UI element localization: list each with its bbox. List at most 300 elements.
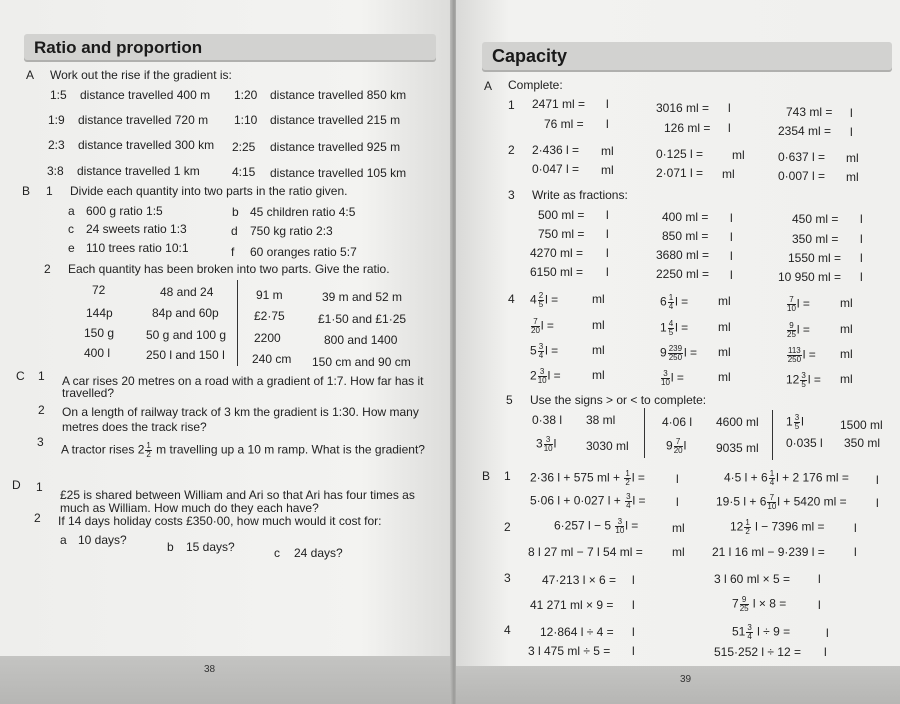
cap-a4-fraction: [668, 345, 683, 362]
cap-b1b: [724, 470, 849, 487]
cap-b4b-den: 4: [747, 632, 752, 641]
section-d-label: D: [12, 478, 21, 492]
cap-b3d-pre: 7: [732, 596, 739, 611]
cap-a3-r3c3: 1550 ml =: [788, 251, 842, 265]
cap-a4-denominator: 25: [787, 330, 796, 339]
cap-a5-r2c2-den: 20: [673, 446, 683, 455]
cap-a5-r1c1: 0·38 l: [532, 413, 563, 427]
b-part-b-letter: b: [232, 205, 239, 219]
cap-b1a-unit: l: [676, 472, 679, 486]
cap-a5-r1c3-whole: 1: [786, 414, 793, 429]
cap-a2-r1c2-unit: ml: [732, 148, 745, 162]
cap-a4-rest: l =: [547, 368, 561, 383]
cap-a1-r1c1: 2471 ml =: [532, 97, 586, 111]
cap-a1-r1c2: 3016 ml =: [656, 101, 710, 115]
cap-b4d-unit: l: [824, 645, 827, 659]
cap-a4-item: [530, 368, 561, 385]
cap-a4-numerator: 239: [668, 344, 683, 353]
cap-b3a: 47·213 l × 6 =: [542, 573, 617, 587]
b-q1-text: Divide each quantity into two parts in the ratio given.: [70, 184, 348, 198]
cap-b3a-unit: l: [632, 573, 635, 587]
cap-a5-r1c3b: 1500 ml: [840, 418, 883, 432]
cap-a4-unit: ml: [718, 320, 731, 334]
b-table-l-3a: 150 g: [84, 326, 115, 340]
cap-a2-number: 2: [508, 143, 515, 157]
b-table-r-2b: £1·50 and £1·25: [318, 312, 407, 326]
cap-a4-numerator: 3: [661, 370, 670, 379]
cap-b1c-num: 3: [626, 492, 631, 501]
cap-b1b-unit: l: [876, 473, 879, 487]
a-text-8: distance travelled 105 km: [270, 166, 407, 180]
section-c-label: C: [16, 369, 25, 383]
a-ratio-2: 1:20: [234, 88, 258, 102]
cap-b1a-den: 2: [625, 478, 630, 487]
cap-a5-r2c1-fraction: [544, 436, 553, 453]
b-part-c-letter: c: [68, 222, 74, 236]
b-table-r-3b: 800 and 1400: [324, 333, 398, 347]
cap-a1-r1c3: 743 ml =: [786, 105, 833, 119]
cap-b2c-unit: ml: [672, 545, 685, 559]
cap-a4-unit: ml: [592, 318, 605, 332]
cap-a4-item: [660, 345, 697, 362]
cap-a3-r2c2: 850 ml =: [662, 229, 709, 243]
b-q2-number: 2: [44, 262, 51, 276]
cap-a5-r2c2-unit: l: [683, 438, 687, 453]
cap-b3d-den: 25: [739, 604, 749, 613]
cap-a3-r2c3-unit: l: [860, 232, 863, 246]
a-text-6: distance travelled 925 m: [270, 140, 401, 154]
a-text-5: distance travelled 300 km: [78, 138, 215, 152]
cap-a3-r1c1-unit: l: [606, 208, 609, 222]
cap-a1-r2c3: 2354 ml =: [778, 124, 832, 138]
cap-a4-whole: 2: [530, 368, 537, 383]
cap-a4-fraction: [668, 320, 674, 337]
cap-a5-r2c3b: 350 ml: [844, 436, 881, 450]
cap-a4-number: 4: [508, 292, 515, 306]
cap-a3-r3c3-unit: l: [860, 251, 863, 265]
cap-a3-r2c1-unit: l: [606, 227, 609, 241]
cap-a4-denominator: 5: [801, 380, 806, 389]
cap-b1d-den: 10: [767, 502, 777, 511]
b-part-f-text: 60 oranges ratio 5:7: [250, 245, 357, 259]
cap-a4-rest: l =: [670, 370, 684, 385]
b-table-divider: [237, 280, 238, 366]
cap-b4b-fraction: [746, 624, 752, 641]
cap-a4-rest: l =: [545, 343, 559, 358]
cap-a4-unit: ml: [718, 345, 731, 359]
cap-a4-fraction: [668, 294, 674, 311]
cap-b2a: [554, 518, 638, 535]
cap-a4-whole: 6: [660, 294, 667, 309]
right-title-bar: [482, 42, 892, 70]
cap-b2a-unit: ml: [672, 521, 685, 535]
cap-a5-r1c1b: 38 ml: [586, 413, 616, 427]
cap-a3-r4c3-unit: l: [860, 270, 863, 284]
cap-a3-r1c2-unit: l: [730, 211, 733, 225]
a-ratio-1: 1:5: [50, 88, 67, 102]
cap-a4-item: [530, 292, 558, 309]
cap-a4-rest: l =: [540, 318, 554, 333]
cap-b2a-post: l =: [625, 518, 639, 533]
cap-a4-unit: ml: [592, 343, 605, 357]
cap-a4-item: [786, 347, 816, 364]
cap-b1d-fraction: [767, 494, 776, 511]
cap-a5-r2c1-unit: l: [553, 436, 557, 451]
b-table-r-3a: 2200: [254, 331, 281, 345]
section-b-label: B: [22, 184, 31, 198]
cap-a5-r2c1: [536, 436, 556, 453]
cap-a4-item: [530, 343, 558, 360]
cap-a4-item: [786, 322, 810, 339]
a-text-4: distance travelled 215 m: [270, 113, 401, 127]
cap-a4-denominator: 5: [668, 328, 674, 337]
b-table-r-1b: 39 m and 52 m: [322, 290, 403, 304]
b-table-l-2a: 144p: [86, 306, 113, 320]
cap-b3-number: 3: [504, 571, 511, 585]
cap-a3-r3c1-unit: l: [606, 246, 609, 260]
a-text-3: distance travelled 720 m: [78, 113, 209, 127]
cap-a4-numerator: 113: [788, 346, 801, 355]
cap-a4-fraction: [538, 368, 547, 385]
cap-b3c: 41 271 ml × 9 =: [530, 598, 614, 612]
c-q3-number: 3: [37, 435, 44, 449]
cap-a4-denominator: 250: [787, 355, 802, 364]
cap-a3-number: 3: [508, 188, 515, 202]
cap-a5-divider-1: [644, 408, 645, 458]
cap-b1b-den: 4: [769, 478, 775, 487]
a-ratio-5: 2:3: [48, 138, 65, 152]
cap-a4-item: [660, 294, 688, 311]
c-q3-post: m travelling up a 10 m ramp. What is the gradient?: [152, 442, 425, 457]
cap-b4a: 12·864 l ÷ 4 =: [540, 625, 614, 639]
cap-a1-r1c2-unit: l: [728, 101, 731, 115]
cap-a5-divider-2: [772, 410, 773, 460]
cap-a1-r2c3-unit: l: [850, 125, 853, 139]
cap-b2d: 21 l 16 ml − 9·239 l =: [712, 545, 825, 559]
d-q1-number: 1: [36, 480, 43, 494]
cap-b4c: 3 l 475 ml ÷ 5 =: [528, 644, 611, 658]
cap-b1d-pre: 19·5 l + 6: [716, 494, 767, 509]
cap-b1a: [530, 470, 645, 487]
cap-a3-r4c1: 6150 ml =: [530, 265, 584, 279]
d-q2-text: If 14 days holiday costs £350·00, how much would it cost for:: [58, 514, 382, 528]
cap-a3-r2c1: 750 ml =: [538, 227, 585, 241]
cap-a3-r2c3: 350 ml =: [792, 232, 839, 246]
cap-a2-r1c3-unit: ml: [846, 151, 859, 165]
cap-a-instruction: Complete:: [508, 78, 563, 92]
cap-a4-whole: 4: [530, 292, 537, 307]
c-q3-frac-num: 1: [146, 441, 151, 450]
section-a-instruction: Work out the rise if the gradient is:: [50, 68, 232, 82]
cap-b3d-num: 9: [740, 596, 749, 605]
cap-a4-fraction: [787, 296, 796, 313]
cap-b1d-num: 7: [767, 494, 776, 503]
cap-a1-r2c1-unit: l: [606, 117, 609, 131]
cap-b1c-den: 4: [626, 501, 631, 510]
b-table-l-1a: 72: [92, 283, 106, 297]
cap-b1a-pre: 2·36 l + 575 ml +: [530, 470, 624, 485]
cap-a5-r1c3-den: 5: [794, 422, 800, 431]
cap-section-b-label: B: [482, 469, 491, 483]
cap-b2a-den: 10: [615, 526, 625, 535]
cap-a4-numerator: 9: [787, 322, 796, 331]
b-q2-text: Each quantity has been broken into two parts. Give the ratio.: [68, 262, 390, 276]
cap-a4-item: [786, 296, 810, 313]
cap-b4c-unit: l: [632, 644, 635, 658]
cap-a4-rest: l =: [796, 296, 810, 311]
cap-b1b-num: 1: [769, 469, 775, 478]
cap-a5-r2c3: 0·035 l: [786, 436, 823, 450]
cap-a2-r2c2: 2·071 l =: [656, 166, 704, 180]
cap-a4-numerator: 3: [538, 368, 547, 377]
cap-a4-whole: 9: [660, 345, 667, 360]
cap-a2-r2c2-unit: ml: [722, 167, 735, 181]
cap-a5-number: 5: [506, 393, 513, 407]
cap-a1-r1c3-unit: l: [850, 106, 853, 120]
cap-a4-rest: l =: [545, 292, 559, 307]
cap-b4-number: 4: [504, 623, 511, 637]
cap-a3-r4c2-unit: l: [730, 268, 733, 282]
cap-a5-r2c2b: 9035 ml: [716, 441, 759, 455]
cap-a5-instruction: Use the signs > or < to complete:: [530, 393, 707, 407]
cap-b2b-pre: 12: [730, 519, 744, 534]
cap-a5-r1c2b: 4600 ml: [716, 415, 759, 429]
cap-a4-fraction: [800, 372, 806, 389]
cap-a4-item: [530, 318, 554, 335]
cap-a4-rest: l =: [675, 320, 689, 335]
d-q1-line2: much as William. How much do they each have?: [60, 501, 319, 515]
cap-b2b-den: 2: [745, 527, 750, 536]
a-text-7: distance travelled 1 km: [77, 164, 200, 178]
b-part-a-letter: a: [68, 204, 75, 218]
cap-a4-numerator: 1: [668, 293, 674, 302]
cap-a4-rest: l =: [807, 372, 821, 387]
cap-a4-denominator: 4: [668, 302, 674, 311]
cap-a2-r2c1-unit: ml: [601, 163, 614, 177]
cap-a4-numerator: 7: [531, 318, 540, 327]
cap-b1b-post: l + 2 176 ml =: [776, 470, 849, 485]
cap-a4-numerator: 4: [668, 319, 674, 328]
b-part-f-letter: f: [231, 245, 235, 259]
b-part-d-text: 750 kg ratio 2:3: [250, 224, 333, 238]
cap-a1-r2c1: 76 ml =: [544, 117, 584, 131]
cap-a1-r2c2: 126 ml =: [664, 121, 711, 135]
cap-a4-unit: ml: [592, 368, 605, 382]
cap-a5-r1c3-num: 3: [794, 413, 800, 422]
c-q2-line1: On a length of railway track of 3 km the gradient is 1:30. How many: [62, 405, 419, 419]
cap-a3-r1c2: 400 ml =: [662, 210, 709, 224]
right-page: [456, 0, 900, 704]
cap-b1d: [716, 494, 847, 511]
cap-b1c-pre: 5·06 l + 0·027 l +: [530, 493, 625, 508]
cap-b2-number: 2: [504, 520, 511, 534]
b-part-e-letter: e: [68, 241, 75, 255]
c-q3-pre: A tractor rises 2: [61, 442, 145, 457]
cap-a4-rest: l =: [675, 294, 689, 309]
d-part-c-text: 24 days?: [294, 546, 343, 560]
a-text-1: distance travelled 400 m: [80, 88, 211, 102]
cap-a4-rest: l =: [684, 345, 698, 360]
b-table-r-2a: £2·75: [254, 309, 285, 323]
left-page-number: 38: [204, 664, 216, 675]
b-table-r-1a: 91 m: [256, 288, 283, 302]
left-footer-band: [0, 656, 452, 704]
right-footer-band: [456, 666, 900, 704]
cap-a4-item: [786, 372, 821, 389]
c-q2-line2: metres does the track rise?: [62, 420, 207, 434]
cap-b2c: 8 l 27 ml − 7 l 54 ml =: [528, 545, 643, 559]
cap-a3-r3c2-unit: l: [730, 249, 733, 263]
cap-b1a-num: 1: [625, 469, 630, 478]
cap-a4-fraction: [787, 347, 802, 364]
cap-b1c-fraction: [625, 493, 631, 510]
cap-a4-numerator: 7: [787, 296, 796, 305]
cap-b4b-post: l ÷ 9 =: [753, 624, 791, 639]
cap-b4b-num: 3: [747, 623, 752, 632]
cap-a4-unit: ml: [718, 294, 731, 308]
a-ratio-3: 1:9: [48, 113, 65, 127]
cap-a4-numerator: 3: [538, 342, 544, 351]
b-table-r-4b: 150 cm and 90 cm: [312, 355, 411, 369]
c-q2-number: 2: [38, 403, 45, 417]
b-part-c-text: 24 sweets ratio 1:3: [86, 222, 187, 236]
cap-a4-unit: ml: [840, 296, 853, 310]
cap-b4b-pre: 51: [732, 624, 746, 639]
cap-section-a-label: A: [484, 79, 493, 93]
cap-a4-numerator: 2: [538, 291, 544, 300]
cap-a4-fraction: [661, 370, 670, 387]
cap-b3d-post: l × 8 =: [749, 596, 787, 611]
c-q3-text: [61, 442, 425, 459]
cap-b3c-unit: l: [632, 598, 635, 612]
cap-b2b: [730, 519, 825, 536]
cap-b2b-unit: l: [854, 521, 857, 535]
cap-b1d-unit: l: [876, 496, 879, 510]
b-part-a-text: 600 g ratio 1:5: [86, 204, 163, 218]
cap-a4-unit: ml: [718, 370, 731, 384]
cap-a4-unit: ml: [592, 292, 605, 306]
a-ratio-8: 4:15: [232, 165, 256, 179]
cap-a4-denominator: 4: [538, 351, 544, 360]
cap-a4-rest: l =: [796, 322, 810, 337]
cap-a2-r1c1-unit: ml: [601, 144, 614, 158]
cap-b3d-fraction: [740, 596, 749, 613]
a-ratio-7: 3:8: [47, 164, 64, 178]
cap-b1c-unit: l: [676, 495, 679, 509]
cap-a3-r2c2-unit: l: [730, 230, 733, 244]
right-page-number: 39: [680, 674, 692, 685]
cap-a4-fraction: [538, 343, 544, 360]
cap-a4-whole: 1: [660, 320, 667, 335]
b-part-e-text: 110 trees ratio 10:1: [86, 241, 189, 255]
cap-a4-fraction: [787, 322, 796, 339]
cap-a5-r2c1-whole: 3: [536, 436, 543, 451]
cap-a4-whole: 5: [530, 343, 537, 358]
cap-a4-item: [660, 370, 684, 387]
cap-a4-fraction: [531, 318, 540, 335]
cap-a4-unit: ml: [840, 372, 853, 386]
cap-b1d-post: l + 5420 ml =: [777, 494, 847, 509]
cap-b3b: 3 l 60 ml × 5 =: [714, 572, 791, 586]
cap-a2-r1c1: 2·436 l =: [532, 143, 580, 157]
cap-a4-denominator: 10: [537, 376, 547, 385]
cap-a5-r2c1-num: 3: [544, 436, 553, 445]
d-part-b-text: 15 days?: [186, 540, 235, 554]
cap-b1b-pre: 4·5 l + 6: [724, 470, 768, 485]
b-table-l-4a: 400 l: [84, 346, 111, 360]
b-table-l-3b: 50 g and 100 g: [146, 328, 227, 342]
cap-b1-number: 1: [504, 469, 511, 483]
cap-b1a-fraction: [624, 470, 630, 487]
d-part-b-letter: b: [167, 540, 174, 554]
cap-a4-denominator: 5: [538, 300, 544, 309]
cap-a1-r1c1-unit: l: [606, 97, 609, 111]
cap-a4-whole: 12: [786, 372, 800, 387]
c-q3-frac-den: 2: [146, 450, 151, 459]
d-part-c-letter: c: [274, 546, 280, 560]
cap-a5-r1c3: [786, 414, 804, 431]
cap-a2-r2c3: 0·007 l =: [778, 169, 826, 183]
cap-a3-r3c2: 3680 ml =: [656, 248, 710, 262]
cap-a3-r4c1-unit: l: [606, 265, 609, 279]
right-page-title: Capacity: [492, 46, 568, 66]
cap-a5-r2c2-whole: 9: [666, 438, 673, 453]
cap-a4-rest: l =: [802, 347, 816, 362]
cap-b1b-fraction: [769, 470, 775, 487]
cap-a4-fraction: [538, 292, 544, 309]
cap-a4-denominator: 250: [668, 353, 683, 362]
cap-b4b-unit: l: [826, 626, 829, 640]
left-title-bar: [24, 34, 436, 60]
b-part-d-letter: d: [231, 224, 238, 238]
cap-b2a-fraction: [615, 518, 624, 535]
cap-b1c: [530, 493, 646, 510]
cap-b3d-unit: l: [818, 598, 821, 612]
cap-a5-r1c3-unit: l: [801, 414, 804, 429]
cap-a4-unit: ml: [840, 347, 853, 361]
b-q1-number: 1: [46, 184, 53, 198]
cap-b3d: [732, 596, 786, 613]
c-q3-fraction: [145, 442, 151, 459]
b-table-l-1b: 48 and 24: [160, 285, 214, 299]
cap-a4-item: [660, 320, 688, 337]
cap-a5-r1c2: 4·06 l: [662, 415, 693, 429]
cap-b3b-unit: l: [818, 572, 821, 586]
cap-b2a-pre: 6·257 l − 5: [554, 518, 615, 533]
cap-a4-denominator: 20: [531, 326, 540, 335]
left-page-title: Ratio and proportion: [34, 38, 203, 57]
a-text-2: distance travelled 850 km: [270, 88, 407, 102]
cap-a5-r2c1-den: 10: [543, 444, 553, 453]
d-q2-number: 2: [34, 511, 41, 525]
cap-a3-instruction: Write as fractions:: [532, 188, 628, 202]
cap-a5-r2c2-fraction: [674, 438, 683, 455]
a-ratio-6: 2:25: [232, 140, 256, 154]
cap-a1-number: 1: [508, 98, 515, 112]
a-ratio-4: 1:10: [234, 113, 258, 127]
cap-a3-r1c3: 450 ml =: [792, 212, 839, 226]
cap-b2b-post: l − 7396 ml =: [751, 519, 825, 534]
b-table-l-4b: 250 l and 150 l: [146, 348, 225, 362]
cap-b4d: 515·252 l ÷ 12 =: [714, 645, 801, 659]
cap-b2b-num: 1: [745, 518, 750, 527]
cap-a1-r2c2-unit: l: [728, 121, 731, 135]
cap-b2b-fraction: [744, 519, 750, 536]
cap-a4-numerator: 3: [801, 371, 806, 380]
cap-a5-r2c1b: 3030 ml: [586, 439, 629, 453]
c-q1-line1: A car rises 20 metres on a road with a gradient of 1:7. How far has it: [62, 374, 424, 388]
cap-a3-r1c1: 500 ml =: [538, 208, 585, 222]
